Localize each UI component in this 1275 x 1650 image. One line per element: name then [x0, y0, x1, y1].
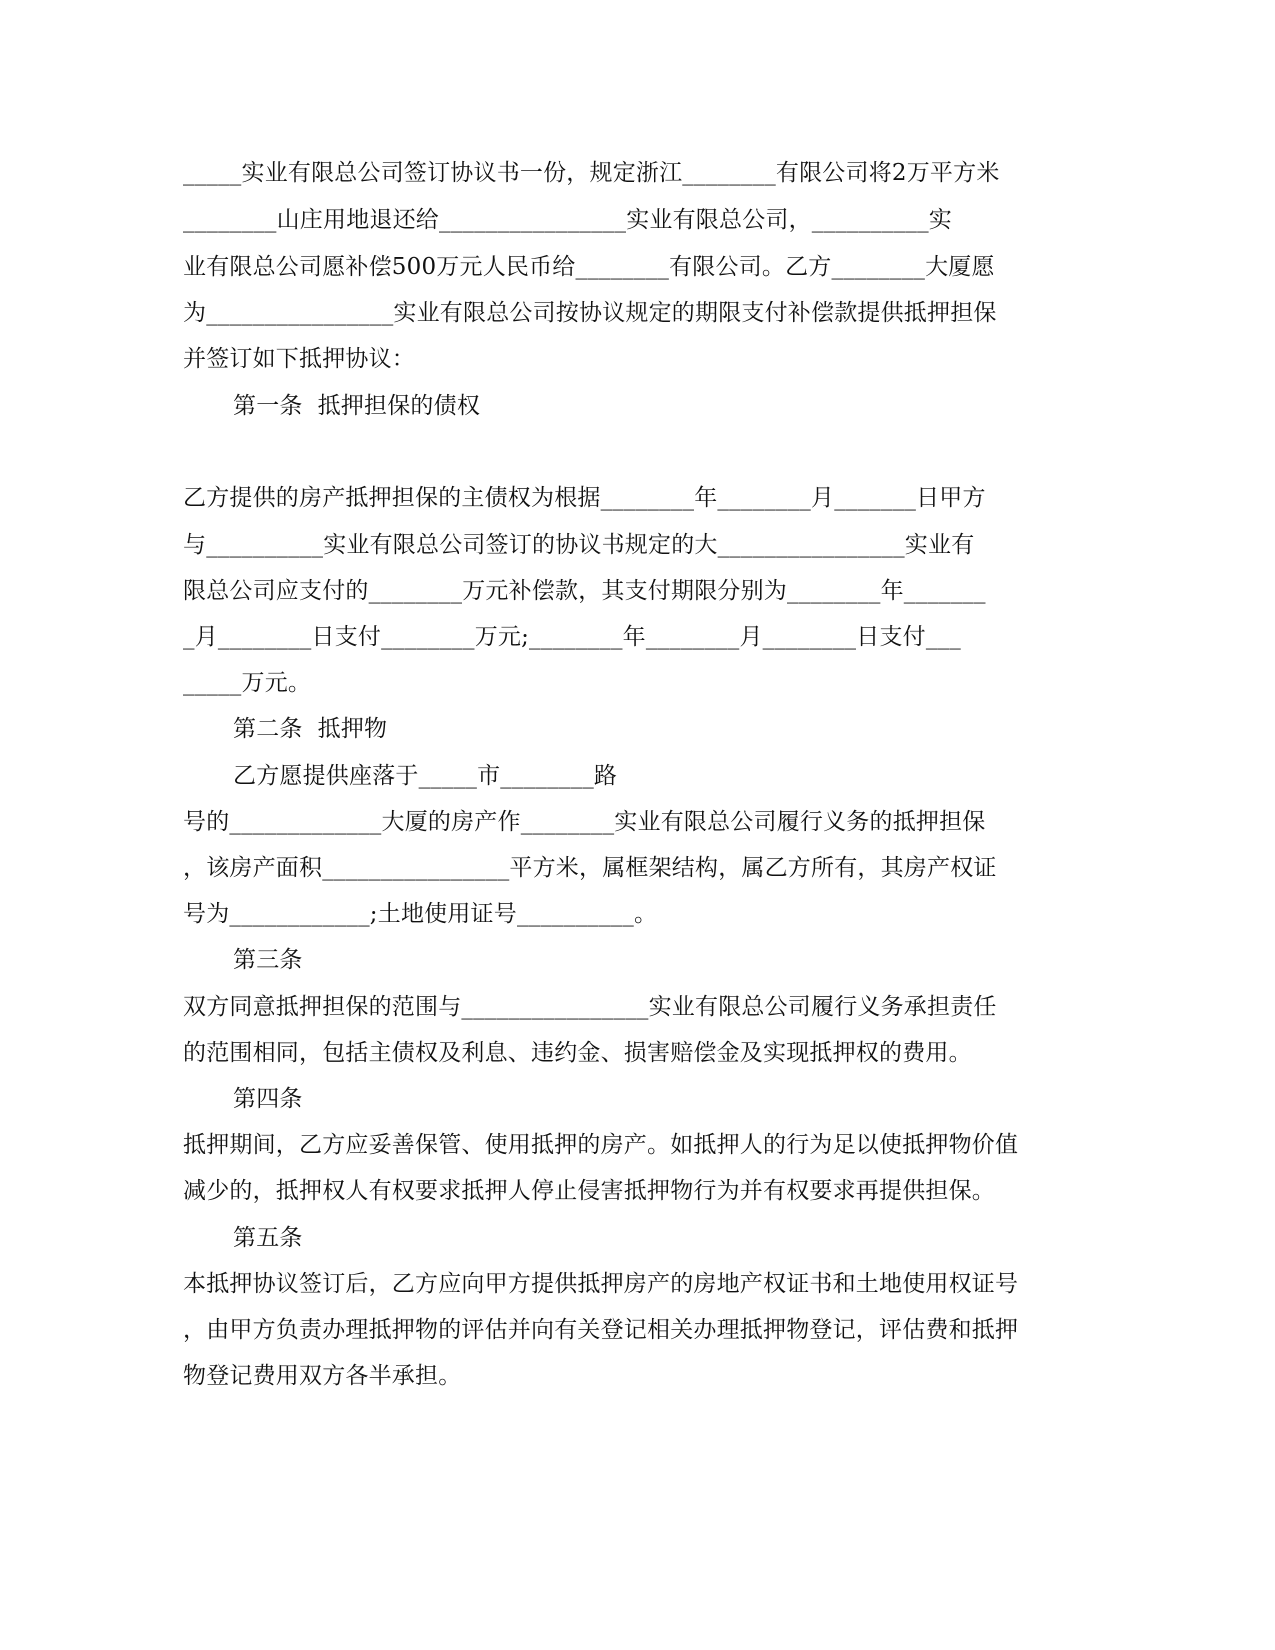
paragraph-line: 号的_____________大厦的房产作________实业有限总公司履行义务的抵押担保 [183, 809, 986, 835]
paragraph-line: 乙方愿提供座落于_____市________路 [233, 763, 618, 789]
paragraph-line: 乙方提供的房产抵押担保的主债权为根据________年________月_______日甲方 [183, 485, 986, 511]
section-heading: 第五条 [233, 1225, 303, 1251]
paragraph-line: 物登记费用双方各半承担。 [183, 1363, 462, 1389]
paragraph-line: ________山庄用地退还给________________实业有限总公司，__________实 [183, 207, 952, 233]
paragraph-line: 减少的，抵押权人有权要求抵押人停止侵害抵押物行为并有权要求再提供担保。 [183, 1178, 995, 1204]
paragraph-line: 与__________实业有限总公司签订的协议书规定的大________________实业有 [183, 532, 975, 558]
paragraph-line: 的范围相同，包括主债权及利息、违约金、损害赔偿金及实现抵押权的费用。 [183, 1040, 972, 1066]
paragraph-line: ，该房产面积________________平方米，属框架结构，属乙方所有，其房产权证 [183, 855, 997, 881]
paragraph-line: 并签订如下抵押协议： [183, 346, 415, 372]
paragraph-line: 号为____________;土地使用证号__________。 [183, 901, 658, 927]
paragraph-line: ，由甲方负责办理抵押物的评估并向有关登记相关办理抵押物登记，评估费和抵押 [183, 1317, 1019, 1343]
paragraph-line: _____实业有限总公司签订协议书一份，规定浙江________有限公司将2万平方米 [183, 160, 1000, 186]
paragraph-line: 抵押期间，乙方应妥善保管、使用抵押的房产。如抵押人的行为足以使抵押物价值 [183, 1132, 1019, 1158]
paragraph-line: 双方同意抵押担保的范围与________________实业有限总公司履行义务承担责任 [183, 994, 997, 1020]
paragraph-line: 限总公司应支付的________万元补偿款，其支付期限分别为________年_______ [183, 578, 986, 604]
paragraph-line: _____万元。 [183, 670, 312, 696]
section-heading: 第三条 [233, 947, 303, 973]
section-heading: 第二条 抵押物 [233, 716, 388, 742]
paragraph-line: 业有限总公司愿补偿500万元人民币给________有限公司。乙方________大厦愿 [183, 254, 995, 280]
paragraph-line: 本抵押协议签订后，乙方应向甲方提供抵押房产的房地产权证书和土地使用权证号 [183, 1271, 1019, 1297]
paragraph-line: _月________日支付________万元;________年________月________日支付___ [183, 624, 961, 650]
section-heading: 第四条 [233, 1086, 303, 1112]
paragraph-line: 为________________实业有限总公司按协议规定的期限支付补偿款提供抵押担保 [183, 300, 997, 326]
section-heading: 第一条 抵押担保的债权 [233, 393, 481, 419]
